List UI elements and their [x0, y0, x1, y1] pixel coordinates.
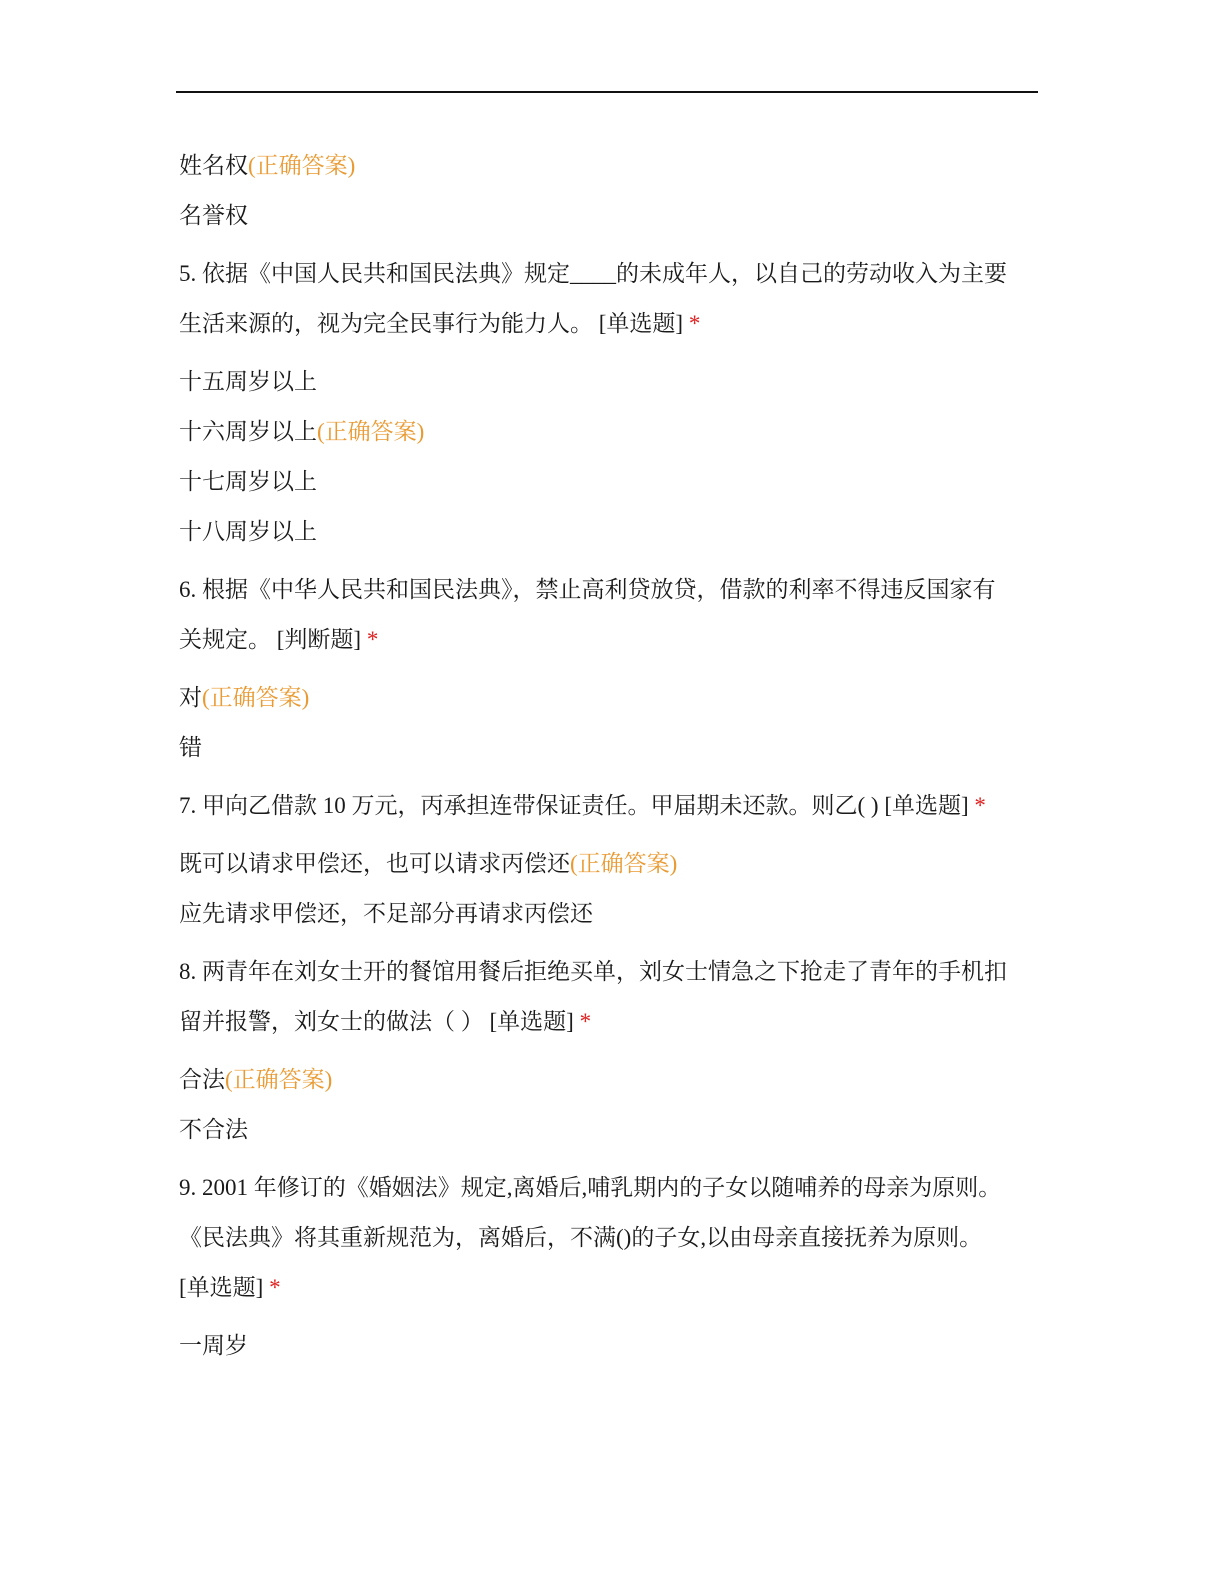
option-q5-1: 十五周岁以上 — [179, 369, 317, 394]
question-9-line-1: 9. 2001 年修订的《婚姻法》规定,离婚后,哺乳期内的子女以随哺养的母亲为原则。 — [179, 1175, 1002, 1200]
correct-answer-mark: (正确答案) — [248, 153, 356, 178]
question-5 — [179, 249, 1041, 349]
question-7 — [179, 781, 1041, 831]
option-q4-1: 姓名权(正确答案) — [179, 153, 356, 178]
question-9-line-2: 《民法典》将其重新规范为，离婚后，不满()的子女,以由母亲直接抚养为原则。 — [179, 1225, 983, 1250]
required-mark: * — [688, 311, 701, 336]
correct-answer-mark: (正确答案) — [202, 685, 310, 710]
question-5-line-2: 生活来源的，视为完全民事行为能力人。 [单选题] * — [179, 311, 701, 336]
header-rule — [176, 91, 1038, 93]
correct-answer-mark: (正确答案) — [225, 1067, 333, 1092]
option-q7-1: 既可以请求甲偿还，也可以请求丙偿还(正确答案) — [179, 851, 678, 876]
option-q5-2: 十六周岁以上(正确答案) — [179, 419, 425, 444]
question-8-line-1: 8. 两青年在刘女士开的餐馆用餐后拒绝买单，刘女士情急之下抢走了青年的手机扣 — [179, 959, 1007, 984]
option-q6-2: 错 — [179, 735, 202, 760]
option-q4-2: 名誉权 — [179, 203, 248, 228]
question-7-line-1: 7. 甲向乙借款 10 万元，丙承担连带保证责任。甲届期未还款。则乙( ) [单选题] * — [179, 793, 986, 818]
required-mark: * — [974, 793, 986, 818]
option-q8-1: 合法(正确答案) — [179, 1067, 333, 1092]
exam-content — [179, 141, 1041, 1371]
question-9-line-3: [单选题] * — [179, 1275, 281, 1300]
question-6-line-1: 6. 根据《中华人民共和国民法典》，禁止高利贷放贷，借款的利率不得违反国家有 — [179, 577, 996, 602]
correct-answer-mark: (正确答案) — [317, 419, 425, 444]
required-mark: * — [366, 627, 379, 652]
question-9 — [179, 1163, 1041, 1313]
option-q5-3: 十七周岁以上 — [179, 469, 317, 494]
question-8-line-2: 留并报警，刘女士的做法（ ） [单选题] * — [179, 1009, 592, 1034]
option-q5-4: 十八周岁以上 — [179, 519, 317, 544]
question-6-line-2: 关规定。 [判断题] * — [179, 627, 379, 652]
option-q7-2: 应先请求甲偿还，不足部分再请求丙偿还 — [179, 901, 593, 926]
option-q9-1: 一周岁 — [179, 1333, 248, 1358]
question-6 — [179, 565, 1041, 665]
question-8 — [179, 947, 1041, 1047]
question-5-line-1: 5. 依据《中国人民共和国民法典》规定____的未成年人，以自己的劳动收入为主要 — [179, 261, 1007, 286]
required-mark: * — [579, 1009, 592, 1034]
correct-answer-mark: (正确答案) — [570, 851, 678, 876]
option-q8-2: 不合法 — [179, 1117, 248, 1142]
option-q6-1: 对(正确答案) — [179, 685, 310, 710]
required-mark: * — [269, 1275, 281, 1300]
